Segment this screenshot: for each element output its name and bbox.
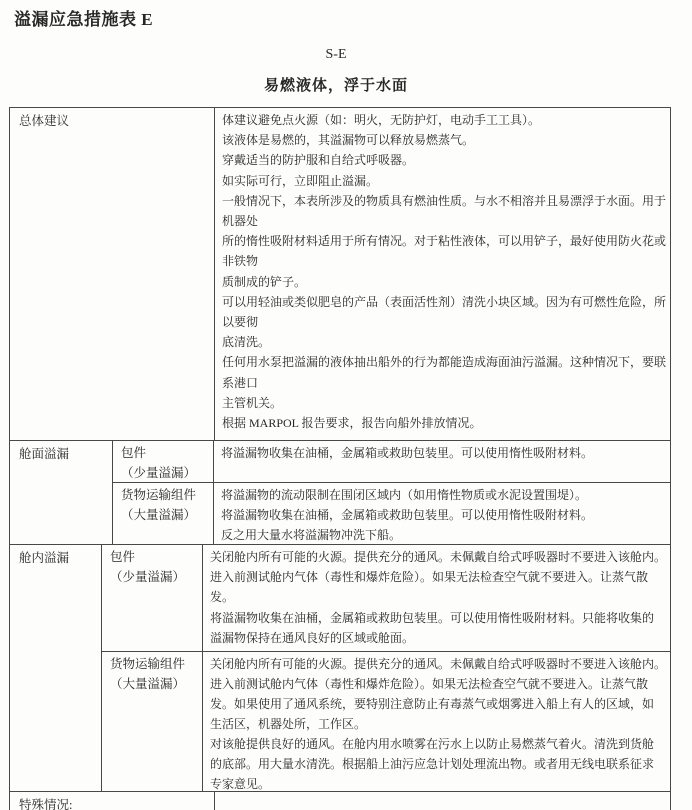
- text-line: 根据 MARPOL 报告要求，报告向船外排放情况。: [221, 416, 482, 431]
- tank-spill-label: [10, 545, 102, 791]
- text-line: 系港口: [221, 375, 258, 390]
- text-line: 机器处: [221, 214, 258, 229]
- tank-cargo-unit-subrow: [102, 651, 670, 791]
- text-line: 专家意见。: [209, 777, 270, 791]
- type-label-text: 包件: [121, 446, 147, 460]
- text-line: 该液体是易燃的，其溢漏物可以释放易燃蒸气。: [221, 133, 474, 148]
- deck-cargo-unit-type: [113, 483, 214, 544]
- text-line: 任何用水泵把溢漏的液体抽出船外的行为都能造成海面油污溢漏。这种情况下，要联: [221, 355, 666, 370]
- text-line: 对该舱提供良好的通风。在舱内用水喷雾在污水上以防止易燃蒸气着火。清洗到货舱: [209, 737, 654, 751]
- text-line: 反之用大量水将溢漏物冲洗下船。: [221, 528, 402, 543]
- tank-package-type: [102, 545, 203, 651]
- text-line: 进入前测试舱内气体（毒性和爆炸危险）。如果无法检查空气就不要进入。让蒸气散: [209, 677, 648, 691]
- text-line: 体建议避免点火源（如：明火，无防护灯，电动手工工具）。: [221, 113, 540, 127]
- text-line: 将溢漏物收集在油桶，金属箱或救助包装里。可以使用惰性吸附材料。只能将收集的: [209, 610, 654, 625]
- tank-spill-subrows: [102, 545, 670, 791]
- deck-spill-subrows: [113, 441, 670, 544]
- text-line: 穿戴适当的防护服和自给式呼吸器。: [221, 153, 414, 168]
- tank-package-content: [203, 545, 670, 651]
- row-deck-spill: [10, 440, 670, 544]
- type-label-text: 货物运输组件: [121, 488, 197, 502]
- type-label-text: （大量溢漏）: [109, 677, 185, 692]
- special-cases-content: [215, 792, 670, 810]
- text-line: 将溢漏物的流动限制在围闭区域内（如用惰性物质或水泥设置围堤）。: [221, 488, 588, 502]
- type-label-text: 包件: [109, 550, 135, 564]
- deck-cargo-unit-content: [214, 483, 670, 544]
- tank-package-subrow: [102, 545, 670, 651]
- spill-measures-table: [9, 107, 671, 810]
- row-label-text: 舱面溢漏: [19, 447, 70, 461]
- type-label-text: （少量溢漏）: [121, 466, 197, 481]
- tank-cargo-unit-type: [102, 652, 203, 791]
- text-line: 底清洗。: [221, 335, 270, 350]
- type-label-text: （少量溢漏）: [109, 570, 185, 585]
- general-advice-label: [10, 108, 215, 440]
- text-line: 进入前测试舱内气体（毒性和爆炸危险）。如果无法检查空气就不要进入。让蒸气散: [209, 570, 648, 585]
- text-line: 将溢漏物收集在油桶，金属箱或救助包装里。可以使用惰性吸附材料。: [221, 508, 594, 523]
- text-line: 以要彻: [221, 315, 258, 330]
- deck-spill-label: [10, 441, 113, 544]
- row-label-text: 舱内溢漏: [19, 551, 70, 565]
- table-subtitle: 易燃液体，浮于水面: [263, 78, 408, 94]
- text-line: 关闭舱内所有可能的火源。提供充分的通风。未佩戴自给式呼吸器时不要进入该舱内。: [209, 657, 666, 671]
- deck-package-subrow: [113, 441, 670, 482]
- text-line: 关闭舱内所有可能的火源。提供充分的通风。未佩戴自给式呼吸器时不要进入该舱内。: [209, 550, 666, 564]
- text-line: 所的惰性吸附材料适用于所有情况。对于粘性液体，可以用铲子，最好使用防火花或: [221, 234, 666, 249]
- row-label-text: 总体建议: [19, 114, 70, 128]
- text-line: 溢漏物保持在通风良好的区域或舱面。: [209, 630, 414, 645]
- row-tank-spill: [10, 544, 670, 791]
- text-line: 质制成的铲子。: [221, 274, 306, 289]
- text-line: 的底部。用大量水清洗。根据船上油污应急计划处理流出物。或者用无线电联系征求: [209, 757, 654, 771]
- text-line: 如实际可行，立即阻止溢漏。: [221, 173, 378, 188]
- type-label-text: 货物运输组件: [109, 657, 185, 671]
- text-line: 发。: [209, 590, 234, 605]
- type-label-text: （大量溢漏）: [121, 508, 197, 523]
- text-line: 将溢漏物收集在油桶，金属箱或救助包装里。可以使用惰性吸附材料。: [221, 446, 594, 460]
- text-line: 发。如果使用了通风系统，要特别注意防止有毒蒸气或烟雾进入船上有人的区域，如: [209, 697, 654, 711]
- tank-cargo-unit-content: [203, 652, 670, 791]
- general-advice-content: [215, 108, 670, 440]
- doc-title: 溢漏应急措施表 E: [14, 10, 154, 29]
- text-line: 可以用轻油或类似肥皂的产品（表面活性剂）清洗小块区域。因为有可燃性危险，所: [221, 294, 666, 309]
- row-label-text: 特殊情况:: [19, 798, 73, 810]
- deck-package-content: [214, 441, 670, 482]
- text-line: 一般情况下，本表所涉及的物质具有燃油性质。与水不相溶并且易漂浮于水面。用于: [221, 193, 666, 208]
- row-general-advice: [10, 108, 670, 440]
- row-special-cases: [10, 791, 670, 810]
- deck-package-type: [113, 441, 214, 482]
- text-line: 生活区，机器处所，工作区。: [209, 717, 366, 731]
- special-cases-label: [10, 792, 215, 810]
- deck-cargo-unit-subrow: [113, 482, 670, 544]
- table-code: S-E: [325, 47, 347, 62]
- text-line: 主管机关。: [221, 395, 282, 410]
- text-line: 非铁物: [221, 254, 258, 269]
